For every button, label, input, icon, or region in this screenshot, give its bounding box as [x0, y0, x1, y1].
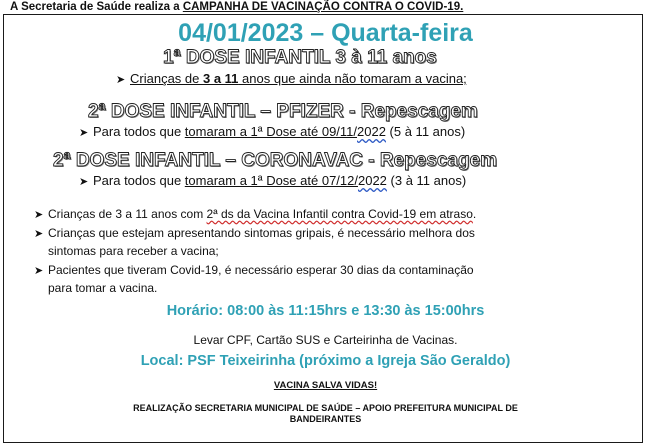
- note-covid-line2: para tomar a vacina.: [48, 281, 158, 295]
- dose2-date: tomaram a 1ª Dose até 09/11/: [184, 124, 358, 139]
- note-covid-line1: Pacientes que tiveram Covid-19, é necessário esperar 30 dias da contaminação: [48, 263, 474, 277]
- header-intro: A Secretaria de Saúde realiza a: [10, 1, 183, 13]
- dose2-title: 2ª DOSE INFANTIL – PFIZER - Repescagem: [88, 101, 478, 122]
- dose3-date: tomaram a 1ª Dose até 07/12/: [184, 173, 358, 188]
- arrow-bullet-icon: ➤: [34, 209, 44, 221]
- note-flu: [34, 226, 475, 240]
- arrow-bullet-icon: ➤: [79, 176, 89, 188]
- note-overdue-pre: Crianças de 3 a 11 anos com: [48, 207, 207, 221]
- dose2-detail: [79, 124, 465, 139]
- slogan: VACINA SALVA VIDAS!: [273, 380, 378, 391]
- dose3-detail: [79, 173, 466, 188]
- note-flu-line1: Crianças que estejam apresentando sintomas gripais, é necessário melhora dos: [48, 226, 475, 240]
- note-overdue-post: .: [472, 207, 477, 221]
- dose3-year: 2022: [357, 173, 387, 188]
- header-line: [10, 1, 463, 13]
- dose1-post: anos que ainda não tomaram a vacina;: [238, 71, 467, 86]
- note-overdue-underline: 2ª ds da Vacina Infantil contra Covid-19 em atraso: [206, 207, 473, 221]
- dose3-ages: (3 à 11 anos): [386, 173, 467, 188]
- note-covid: [34, 263, 474, 277]
- note-flu-line2: sintomas para receber a vacina;: [48, 244, 219, 258]
- dose2-ages: (5 à 11 anos): [385, 124, 466, 139]
- arrow-bullet-icon: ➤: [34, 228, 44, 240]
- campaign-name: CAMPANHA DE VACINAÇÃO CONTRA O COVID-19.: [182, 1, 464, 13]
- dose1-ages: 3 a 11: [202, 71, 239, 86]
- schedule: Horário: 08:00 às 11:15hrs e 13:30 às 15:00hrs: [166, 303, 485, 319]
- dose1-detail: [116, 71, 467, 86]
- arrow-bullet-icon: ➤: [34, 265, 44, 277]
- location: Local: PSF Teixeirinha (próximo a Igreja São Geraldo): [140, 353, 511, 369]
- dose3-pre: Para todos que: [93, 173, 185, 188]
- footer-line1: REALIZAÇÃO SECRETARIA MUNICIPAL DE SAÚDE – APOIO PREFEITURA MUNICIPAL DE: [133, 403, 518, 413]
- date-heading: 04/01/2023 – Quarta-feira: [178, 19, 473, 47]
- dose1-pre: Crianças de: [130, 71, 203, 86]
- dose2-pre: Para todos que: [93, 124, 185, 139]
- dose1-title: 1ª DOSE INFANTIL 3 à 11 anos: [163, 47, 437, 68]
- footer-line2: BANDEIRANTES: [289, 414, 362, 424]
- dose3-title: 2ª DOSE INFANTIL – CORONAVAC - Repescagem: [53, 150, 498, 171]
- arrow-bullet-icon: ➤: [116, 74, 126, 86]
- arrow-bullet-icon: ➤: [79, 127, 89, 139]
- note-overdue: [34, 207, 476, 221]
- dose2-year: 2022: [357, 124, 386, 139]
- documents-note: Levar CPF, Cartão SUS e Carteirinha de Vacinas.: [193, 333, 458, 347]
